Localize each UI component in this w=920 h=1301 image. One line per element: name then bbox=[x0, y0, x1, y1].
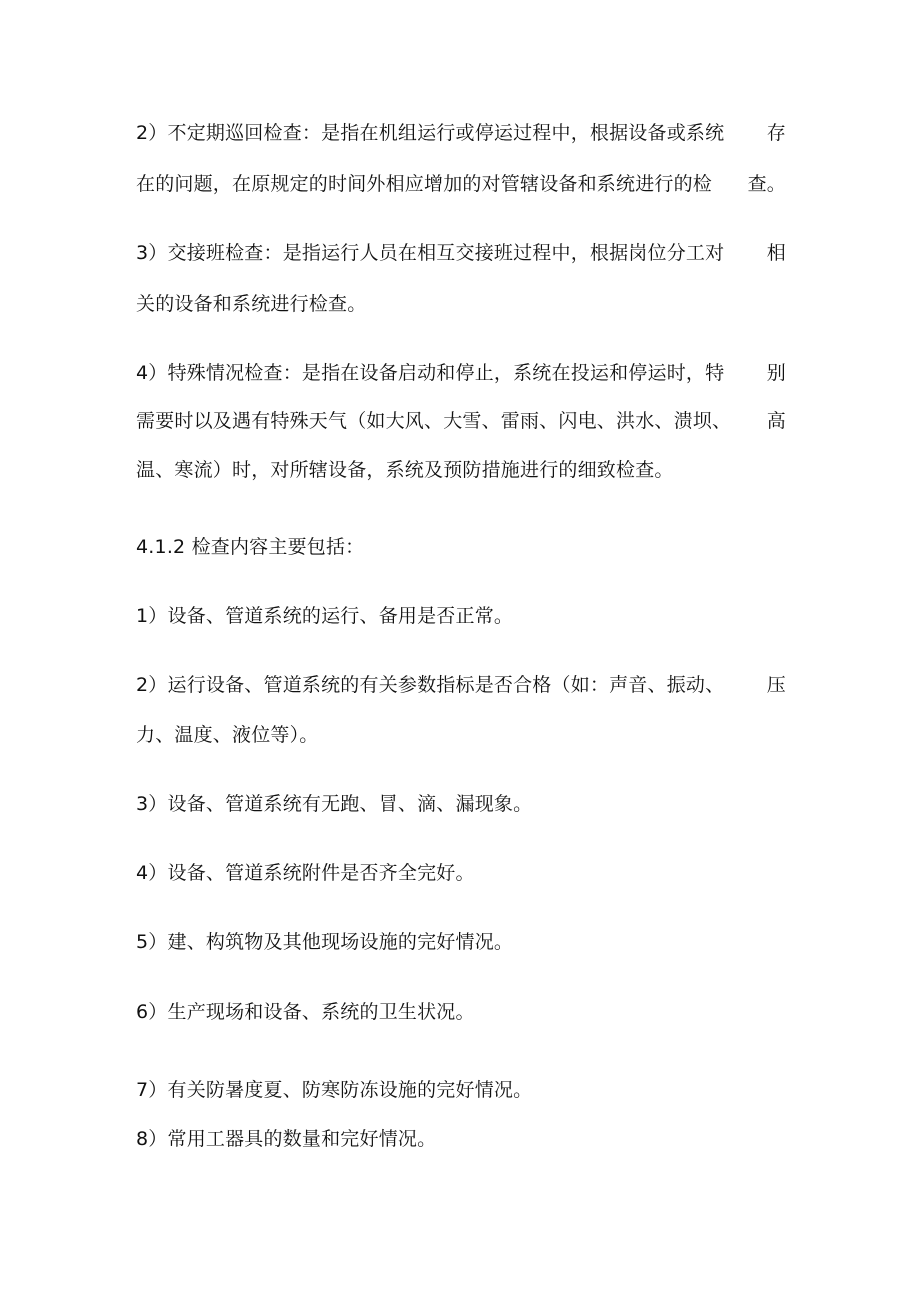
paragraph-line-tail: 相 bbox=[766, 242, 786, 264]
list-item-text: 4）设备、管道系统附件是否齐全完好。 bbox=[136, 862, 475, 884]
paragraph-line bbox=[136, 291, 796, 317]
paragraph-line-text: 3）交接班检查：是指运行人员在相互交接班过程中，根据岗位分工对 bbox=[136, 242, 725, 264]
list-item bbox=[136, 1077, 796, 1103]
list-item bbox=[136, 999, 796, 1025]
list-item-text: 5）建、构筑物及其他现场设施的完好情况。 bbox=[136, 931, 514, 953]
list-item-continuation bbox=[136, 722, 796, 748]
list-item-text: 力、温度、液位等）。 bbox=[136, 724, 319, 746]
list-item-text: 7）有关防暑度夏、防寒防冻设施的完好情况。 bbox=[136, 1079, 533, 1101]
paragraph-line-text: 关的设备和系统进行检查。 bbox=[136, 293, 367, 315]
paragraph-line-text: 需要时以及遇有特殊天气（如大风、大雪、雷雨、闪电、洪水、溃坝、 bbox=[136, 410, 732, 432]
list-item-text: 8）常用工器具的数量和完好情况。 bbox=[136, 1128, 437, 1150]
list-item-text: 3）设备、管道系统有无跑、冒、滴、漏现象。 bbox=[136, 793, 533, 815]
list-item bbox=[136, 860, 796, 886]
paragraph-line-tail: 查。 bbox=[747, 173, 786, 195]
paragraph-line-tail: 存 bbox=[766, 122, 786, 144]
paragraph-line bbox=[136, 360, 786, 386]
list-item-tail: 压 bbox=[766, 674, 786, 696]
paragraph-line bbox=[136, 171, 786, 197]
paragraph-line bbox=[136, 408, 786, 434]
paragraph-line-text: 4）特殊情况检查：是指在设备启动和停止，系统在投运和停运时，特 bbox=[136, 362, 725, 384]
paragraph-line bbox=[136, 457, 796, 483]
section-heading: 4.1.2 检查内容主要包括： bbox=[136, 536, 365, 558]
paragraph-line-tail: 别 bbox=[766, 362, 786, 384]
paragraph-line-tail: 高 bbox=[766, 410, 786, 432]
paragraph-line-text: 温、寒流）时，对所辖设备，系统及预防措施进行的细致检查。 bbox=[136, 459, 674, 481]
list-item bbox=[136, 791, 796, 817]
paragraph-line-text: 2）不定期巡回检查：是指在机组运行或停运过程中，根据设备或系统 bbox=[136, 122, 725, 144]
paragraph-line bbox=[136, 240, 786, 266]
list-item bbox=[136, 929, 796, 955]
list-item-text: 1）设备、管道系统的运行、备用是否正常。 bbox=[136, 605, 514, 627]
list-item bbox=[136, 603, 796, 629]
list-item bbox=[136, 672, 786, 698]
list-item-text: 6）生产现场和设备、系统的卫生状况。 bbox=[136, 1001, 475, 1023]
paragraph-line bbox=[136, 120, 786, 146]
list-item bbox=[136, 1126, 796, 1152]
paragraph-line-text: 在的问题，在原规定的时间外相应增加的对管辖设备和系统进行的检 bbox=[136, 173, 713, 195]
list-item-text: 2）运行设备、管道系统的有关参数指标是否合格（如：声音、振动、 bbox=[136, 674, 725, 696]
